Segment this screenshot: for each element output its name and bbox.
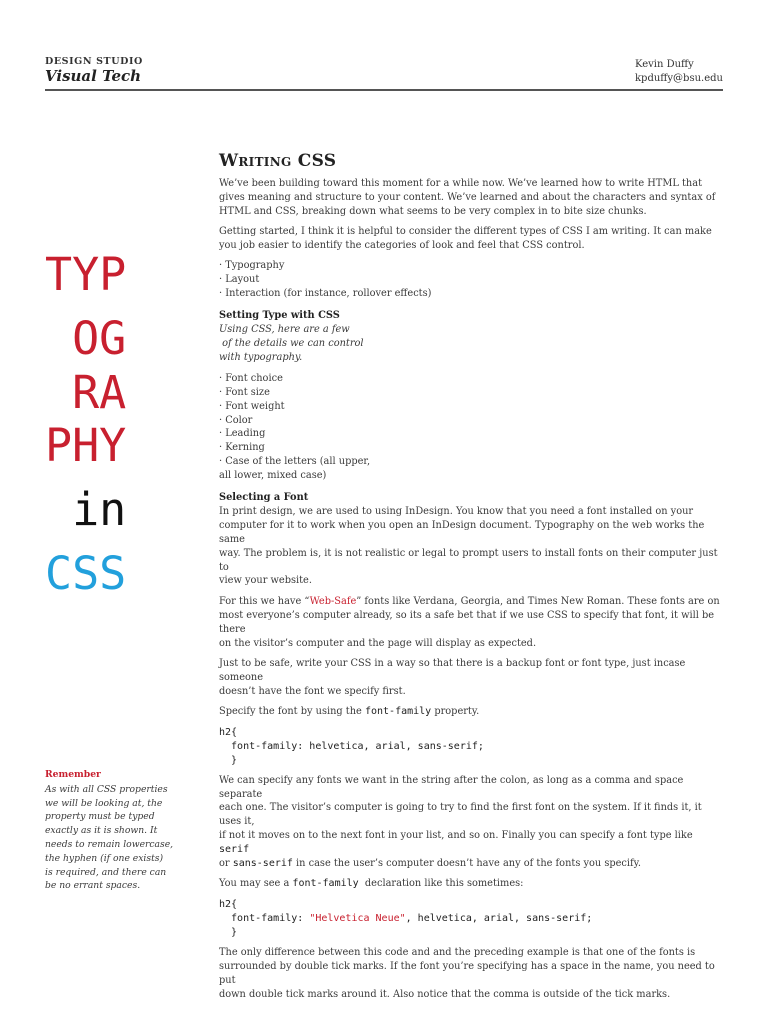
text-line: most everyone’s computer already, so its a safe bet that if we use CSS to specify that font, it will be there xyxy=(219,609,715,635)
article-body xyxy=(219,151,721,1008)
remember-line: be no errant spaces. xyxy=(45,880,141,892)
css-types-list xyxy=(219,259,721,301)
text-fragment: declaration like this sometimes: xyxy=(358,878,524,890)
code-fragment: font-family: xyxy=(219,912,310,924)
text-line: each one. The visitor’s computer is going to try to find the first font on the system. If it finds it, it uses it, xyxy=(219,802,702,828)
hero-line-2: OG xyxy=(45,312,127,365)
text-fragment: For this we have “ xyxy=(219,595,310,607)
code-block-1 xyxy=(219,726,721,768)
inline-code: font-family xyxy=(292,878,359,890)
hero-line-4: PHY xyxy=(45,419,127,472)
code-line: } xyxy=(219,926,238,938)
code-fragment: , helvetica, arial, sans-serif; xyxy=(405,912,593,924)
text-line: In print design, we are used to using InDesign. You know that you need a font installed on your xyxy=(219,505,694,517)
specify-font-paragraph xyxy=(219,705,721,719)
text-line: Just to be safe, write your CSS in a way so that there is a backup font or font type, just incase someone xyxy=(219,658,686,683)
list-item: · Layout xyxy=(219,274,260,286)
font-stack-paragraph xyxy=(219,774,721,871)
hero-line-3: RA xyxy=(45,366,127,419)
difference-paragraph xyxy=(219,946,721,1002)
web-safe-term: Web-Safe xyxy=(309,595,357,607)
studio-label: DESIGN STUDIO xyxy=(45,56,143,67)
getting-started-paragraph xyxy=(219,225,721,253)
quoted-font-name: "Helvetica Neue" xyxy=(309,912,406,924)
author-block xyxy=(635,58,723,86)
article-title: Writing CSS xyxy=(219,151,337,171)
may-see-paragraph xyxy=(219,877,721,891)
setting-type-intro xyxy=(219,323,721,365)
text-fragment: property. xyxy=(431,706,480,718)
hero-line-5: in xyxy=(45,483,127,536)
remember-line: property must be typed xyxy=(45,811,155,823)
setting-type-heading: Setting Type with CSS xyxy=(219,310,340,322)
text-line: HTML and CSS, breaking down what seems to be very complex in to bite size chunks. xyxy=(219,205,647,217)
hero-line-6: CSS xyxy=(45,547,127,600)
selecting-font-paragraph xyxy=(219,505,721,588)
code-line: h2{ xyxy=(219,726,238,738)
text-line: on the visitor’s computer and the page will display as expected. xyxy=(219,637,537,649)
text-line: We can specify any fonts we want in the string after the colon, as long as a comma and space separate xyxy=(219,774,684,800)
text-line: way. The problem is, it is not realistic or legal to prompt users to install fonts on their computer just to xyxy=(219,547,718,573)
author-name: Kevin Duffy xyxy=(635,59,694,70)
code-line: h2{ xyxy=(219,898,238,910)
text-line: We’ve been building toward this moment for a while now. We’ve learned how to write HTML that xyxy=(219,177,703,189)
text-line: gives meaning and structure to your content. We’ve learned and about the characters and syntax of xyxy=(219,191,716,203)
remember-line: we will be looking at, the xyxy=(45,797,163,809)
remember-line: the hyphen (if one exists) xyxy=(45,852,164,864)
text-fragment: ” fonts like Verdana, Georgia, and Times New Roman. These fonts are on xyxy=(356,595,720,607)
text-line: Using CSS, here are a few xyxy=(219,324,350,336)
text-line: down double tick marks around it. Also notice that the comma is outside of the tick marks. xyxy=(219,988,671,1000)
list-item: · Font weight xyxy=(219,400,285,412)
code-line xyxy=(219,912,721,926)
remember-line: As with all CSS properties xyxy=(45,783,168,795)
intro-paragraph xyxy=(219,177,721,219)
inline-code: serif xyxy=(219,844,250,856)
code-line: font-family: helvetica, arial, sans-serif; xyxy=(219,740,484,752)
text-line: surrounded by double tick marks. If the font you’re specifying has a space in the name, you need to put xyxy=(219,960,715,986)
inline-code: sans-serif xyxy=(232,858,293,870)
backup-font-paragraph xyxy=(219,657,721,699)
list-item: · Kerning xyxy=(219,442,265,454)
inline-code: font-family xyxy=(364,706,432,718)
text-fragment: Specify the font by using the xyxy=(219,706,365,718)
text-line: view your website. xyxy=(219,575,312,587)
list-item: · Leading xyxy=(219,428,266,440)
hero-line-1: TYP xyxy=(45,248,127,301)
remember-heading: Remember xyxy=(45,769,101,780)
list-item: · Typography xyxy=(219,260,285,272)
list-item: · Font size xyxy=(219,386,270,398)
remember-line: exactly as it is shown. It xyxy=(45,825,158,837)
text-fragment: You may see a xyxy=(219,878,293,890)
text-line: of the details we can control xyxy=(219,337,364,349)
text-line: you job easier to identify the categories of look and feel that CSS control. xyxy=(219,240,585,252)
selecting-font-heading: Selecting a Font xyxy=(219,492,309,504)
remember-line: needs to remain lowercase, xyxy=(45,838,174,850)
text-line: with typography. xyxy=(219,351,303,363)
list-item: · Color xyxy=(219,414,253,426)
list-item: · Case of the letters (all upper, xyxy=(219,456,371,468)
list-item: · Font choice xyxy=(219,372,283,384)
list-item: all lower, mixed case) xyxy=(219,470,327,482)
code-line: } xyxy=(219,754,238,766)
text-fragment: in case the user’s computer doesn’t have any of the fonts you specify. xyxy=(292,858,642,870)
remember-line: is required, and there can xyxy=(45,866,167,878)
code-block-2 xyxy=(219,898,721,940)
web-safe-paragraph xyxy=(219,595,721,651)
header-divider xyxy=(45,89,723,91)
text-line: Getting started, I think it is helpful to consider the different types of CSS I am writing. It can make xyxy=(219,226,712,238)
text-line: computer for it to work when you open an InDesign document. Typography on the web works the same xyxy=(219,519,705,545)
brand-title: Visual Tech xyxy=(45,67,142,85)
remember-sidebar xyxy=(45,768,185,893)
list-item: · Interaction (for instance, rollover effects) xyxy=(219,288,432,300)
text-fragment: if not it moves on to the next font in your list, and so on. Finally you can specify a font type like xyxy=(219,830,693,842)
text-fragment: or xyxy=(219,858,233,870)
remember-text xyxy=(45,783,185,893)
text-line: The only difference between this code and and the preceding example is that one of the fonts is xyxy=(219,946,696,958)
text-line: doesn’t have the font we specify first. xyxy=(219,685,406,697)
type-details-list xyxy=(219,372,721,483)
author-email: kpduffy@bsu.edu xyxy=(635,73,723,84)
